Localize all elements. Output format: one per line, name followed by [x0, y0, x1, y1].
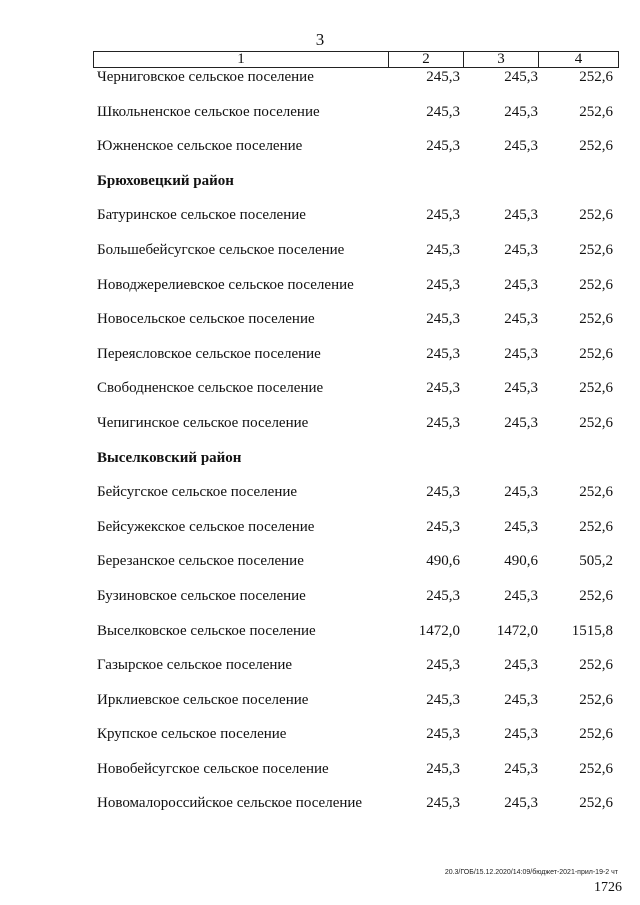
settlement-name: Новосельское сельское поселение: [97, 311, 315, 328]
value-col-2: 245,3: [426, 657, 460, 674]
settlement-name: Школьненское сельское поселение: [97, 103, 320, 120]
value-col-2: 245,3: [426, 345, 460, 362]
value-col-2: 245,3: [426, 207, 460, 224]
table-row: [0, 717, 640, 752]
value-col-3: 245,3: [504, 484, 538, 501]
settlement-name: Новобейсугское сельское поселение: [97, 760, 329, 777]
value-col-4: 252,6: [579, 484, 613, 501]
value-col-4: 252,6: [579, 380, 613, 397]
value-col-2: 245,3: [426, 103, 460, 120]
settlement-name: Березанское сельское поселение: [97, 553, 304, 570]
table-row: [0, 302, 640, 337]
table-row: [0, 614, 640, 649]
value-col-2: 245,3: [426, 760, 460, 777]
table-row: [0, 579, 640, 614]
settlement-name: Бузиновское сельское поселение: [97, 587, 306, 604]
value-col-2: 245,3: [426, 380, 460, 397]
value-col-3: 1472,0: [496, 622, 538, 639]
table-row: [0, 337, 640, 372]
value-col-3: 490,6: [504, 553, 538, 570]
settlement-name: Выселковский район: [97, 449, 242, 466]
value-col-2: 245,3: [426, 138, 460, 155]
value-col-3: 245,3: [504, 760, 538, 777]
value-col-2: 245,3: [426, 311, 460, 328]
value-col-4: 252,6: [579, 276, 613, 293]
value-col-2: 245,3: [426, 241, 460, 258]
value-col-2: 1472,0: [418, 622, 460, 639]
value-col-4: 252,6: [579, 207, 613, 224]
value-col-2: 245,3: [426, 69, 460, 85]
district-heading-row: [0, 164, 640, 199]
header-col-1: 1: [94, 52, 389, 67]
value-col-4: 252,6: [579, 138, 613, 155]
value-col-4: 1515,8: [571, 622, 613, 639]
settlement-name: Свободненское сельское поселение: [97, 380, 324, 397]
table-row: [0, 406, 640, 441]
settlement-name: Брюховецкий район: [97, 172, 234, 189]
value-col-4: 505,2: [579, 553, 613, 570]
value-col-3: 245,3: [504, 380, 538, 397]
table-row: [0, 233, 640, 268]
settlement-name: Ирклиевское сельское поселение: [97, 691, 309, 708]
table-row: [0, 648, 640, 683]
value-col-2: 245,3: [426, 414, 460, 431]
value-col-3: 245,3: [504, 587, 538, 604]
table-row: [0, 683, 640, 718]
value-col-3: 245,3: [504, 311, 538, 328]
value-col-2: 245,3: [426, 276, 460, 293]
value-col-3: 245,3: [504, 207, 538, 224]
settlement-name: Черниговское сельское поселение: [97, 69, 314, 85]
value-col-3: 245,3: [504, 795, 538, 812]
settlement-name: Южненское сельское поселение: [97, 138, 303, 155]
value-col-4: 252,6: [579, 241, 613, 258]
table-row: [0, 475, 640, 510]
settlement-name: Бейсугское сельское поселение: [97, 484, 298, 501]
table-row: [0, 60, 640, 95]
footer-document-code: 20.3/ГОБ/15.12.2020/14:09/бюджет-2021-прил-19-2 чт: [444, 869, 618, 876]
table-row: [0, 268, 640, 303]
value-col-4: 252,6: [579, 69, 613, 85]
value-col-4: 252,6: [579, 657, 613, 674]
value-col-4: 252,6: [579, 311, 613, 328]
value-col-4: 252,6: [579, 795, 613, 812]
table-row: [0, 752, 640, 787]
table-row: [0, 129, 640, 164]
table-row: [0, 544, 640, 579]
settlement-name: Газырское сельское поселение: [97, 657, 293, 674]
value-col-4: 252,6: [579, 760, 613, 777]
value-col-2: 245,3: [426, 726, 460, 743]
header-col-3: 3: [464, 52, 539, 67]
settlement-name: Крупское сельское поселение: [97, 726, 287, 743]
header-col-2: 2: [389, 52, 464, 67]
value-col-2: 245,3: [426, 518, 460, 535]
table-body: [0, 60, 640, 821]
value-col-3: 245,3: [504, 657, 538, 674]
settlement-name: Новоджерелиевское сельское поселение: [97, 276, 354, 293]
settlement-name: Чепигинское сельское поселение: [97, 414, 309, 431]
page-number: 3: [315, 30, 325, 49]
footer-page-number: 1726: [594, 880, 622, 895]
value-col-2: 245,3: [426, 484, 460, 501]
value-col-2: 245,3: [426, 795, 460, 812]
table-row: [0, 371, 640, 406]
header-col-4: 4: [574, 51, 583, 67]
value-col-4: 252,6: [579, 726, 613, 743]
value-col-2: 245,3: [426, 587, 460, 604]
value-col-4: 252,6: [579, 691, 613, 708]
table-row: [0, 95, 640, 130]
value-col-3: 245,3: [504, 518, 538, 535]
settlement-name: Выселковское сельское поселение: [97, 622, 316, 639]
settlement-name: Новомалороссийское сельское поселение: [97, 795, 363, 812]
value-col-3: 245,3: [504, 103, 538, 120]
value-col-3: 245,3: [504, 276, 538, 293]
value-col-4: 252,6: [579, 414, 613, 431]
value-col-4: 252,6: [579, 345, 613, 362]
value-col-4: 252,6: [579, 518, 613, 535]
value-col-3: 245,3: [504, 241, 538, 258]
value-col-2: 490,6: [426, 553, 460, 570]
table-row: [0, 510, 640, 545]
settlement-name: Переясловское сельское поселение: [97, 345, 321, 362]
value-col-3: 245,3: [504, 726, 538, 743]
value-col-4: 252,6: [579, 103, 613, 120]
district-heading-row: [0, 441, 640, 476]
table-row: [0, 786, 640, 821]
settlement-name: Бейсужекское сельское поселение: [97, 518, 315, 535]
table-row: [0, 198, 640, 233]
value-col-3: 245,3: [504, 691, 538, 708]
value-col-3: 245,3: [504, 414, 538, 431]
value-col-3: 245,3: [504, 69, 538, 85]
value-col-3: 245,3: [504, 138, 538, 155]
settlement-name: Большебейсугское сельское поселение: [97, 241, 345, 258]
value-col-3: 245,3: [504, 345, 538, 362]
settlement-name: Батуринское сельское поселение: [97, 207, 306, 224]
value-col-2: 245,3: [426, 691, 460, 708]
value-col-4: 252,6: [579, 587, 613, 604]
